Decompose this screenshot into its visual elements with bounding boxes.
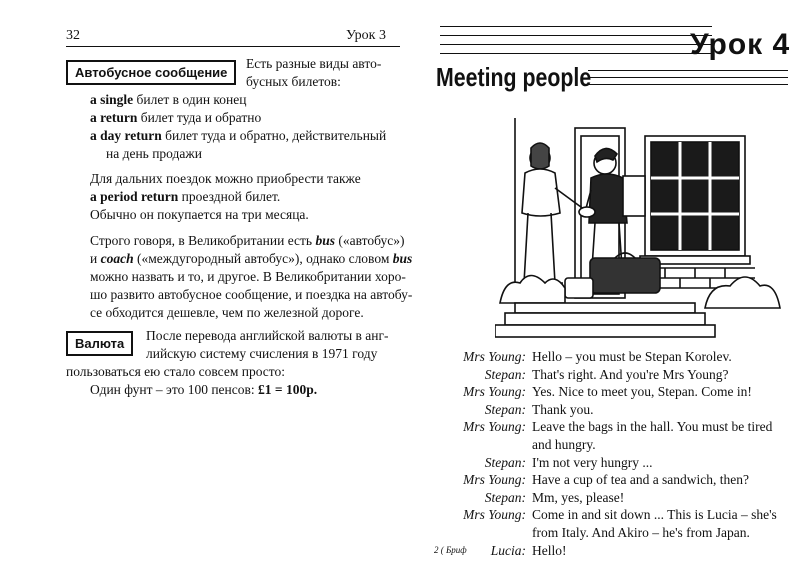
dialogue-line	[410, 489, 800, 507]
long-trip-line: Для дальних поездок можно приобрести также	[90, 171, 361, 186]
line-text: Come in and sit down ... This is Lucia – she's	[532, 507, 777, 523]
dialogue-line	[410, 383, 800, 401]
bus-term: bus	[315, 233, 335, 248]
ticket-term: a single	[90, 92, 134, 107]
dialogue-line	[410, 454, 800, 472]
suitcase	[590, 258, 660, 293]
coach-term: coach	[100, 251, 134, 266]
speaker: Mrs Young:	[463, 472, 526, 488]
ticket-desc: билет туда и обратно	[137, 110, 262, 125]
line-text: Leave the bags in the hall. You must be tired	[532, 419, 773, 435]
currency-line4	[90, 381, 317, 399]
ticket-day-return-cont: на день продажи	[106, 146, 202, 161]
speaker: Mrs Young:	[463, 349, 526, 364]
dialogue-line	[410, 418, 800, 436]
ticket-day-return	[90, 127, 386, 145]
strict-line5: се обходится дешевле, чем по железной дороге.	[90, 305, 364, 320]
currency-text: Один фунт – это 100 пенсов:	[90, 382, 258, 397]
title-rules	[588, 70, 788, 91]
dialogue-line	[410, 436, 800, 454]
period-note: Обычно он покупается на три месяца.	[90, 207, 309, 222]
lesson-title: Meeting people	[436, 62, 592, 92]
ticket-term: a return	[90, 110, 138, 125]
speaker	[410, 524, 532, 542]
speaker: Mrs Young:	[463, 419, 526, 435]
ticket-single	[90, 91, 246, 109]
line-text: I'm not very hungry ...	[532, 454, 653, 470]
line-text: That's right. And you're Mrs Young?	[532, 366, 729, 382]
speaker: Mrs Young:	[463, 384, 526, 400]
strict-text: («междугородный автобус»), однако словом	[133, 251, 393, 266]
currency-section-label: Валюта	[66, 331, 133, 356]
speaker: Mrs Young:	[463, 507, 526, 523]
bus-intro-line1: Есть разные виды авто-	[246, 56, 382, 71]
line-text: Thank you.	[532, 401, 594, 417]
ticket-return	[90, 109, 261, 127]
line-text: Hello!	[532, 542, 567, 558]
dialogue-line	[410, 524, 800, 542]
period-return-line	[90, 188, 280, 206]
line-text: and hungry.	[532, 436, 596, 452]
period-term: a period return	[90, 189, 179, 204]
speaker: Stepan:	[484, 489, 526, 505]
lesson-rules	[440, 26, 712, 62]
bus-intro-line2: бусных билетов:	[246, 74, 341, 89]
line-text: Yes. Nice to meet you, Stepan. Come in!	[532, 384, 752, 400]
dialogue-line	[410, 348, 800, 366]
pound-equation: £1 = 100p.	[258, 382, 318, 397]
line-text: Mm, yes, please!	[532, 489, 625, 505]
ticket-term: a day return	[90, 128, 162, 143]
ticket-desc: билет туда и обратно, действительный	[161, 128, 387, 143]
dialogue-line	[410, 366, 800, 384]
strict-text: Строго говоря, в Великобритании есть	[90, 233, 316, 248]
bus-section-label: Автобусное сообщение	[66, 60, 236, 85]
ticket-desc: билет в один конец	[133, 92, 247, 107]
currency-line1: После перевода английской валюты в анг-	[146, 328, 389, 343]
speaker: Stepan:	[484, 401, 526, 417]
period-desc: проездной билет.	[178, 189, 281, 204]
dialogue-line	[410, 471, 800, 489]
strict-text: и	[90, 251, 101, 266]
page-footer: 2 ( Бриф	[434, 545, 467, 555]
currency-line3: пользоваться ею стало совсем просто:	[66, 364, 286, 379]
running-title: Урок 3	[346, 28, 386, 43]
strict-line3: можно назвать и то, и другое. В Великобритании хоро-	[90, 269, 406, 284]
dialogue	[410, 348, 800, 559]
bus-term: bus	[392, 251, 413, 266]
currency-line2: лийскую систему счисления в 1971 году	[146, 346, 378, 361]
speaker: Lucia:	[490, 542, 526, 558]
lesson-number: Урок 4	[690, 28, 791, 61]
page-number: 32	[66, 28, 80, 43]
speaker: Stepan:	[484, 454, 526, 470]
right-page	[410, 0, 800, 565]
dialogue-line	[410, 542, 800, 560]
line-text: Have a cup of tea and a sandwich, then?	[532, 472, 750, 488]
strict-line2	[90, 250, 412, 268]
speaker: Stepan:	[484, 366, 526, 382]
window-pane	[651, 142, 739, 250]
line-text: Hello – you must be Stepan Korolev.	[532, 349, 732, 364]
line-text: from Italy. And Akiro – he's from Japan.	[532, 524, 750, 540]
strict-text: («автобус»)	[334, 233, 405, 248]
dialogue-line	[410, 401, 800, 419]
speaker	[410, 436, 532, 454]
dialogue-line	[410, 506, 800, 524]
strict-line4: шо развито автобусное сообщение, и поездка на автобу-	[90, 287, 413, 302]
meeting-illustration	[495, 108, 795, 338]
header-rule	[66, 46, 400, 47]
strict-line1	[90, 232, 404, 250]
